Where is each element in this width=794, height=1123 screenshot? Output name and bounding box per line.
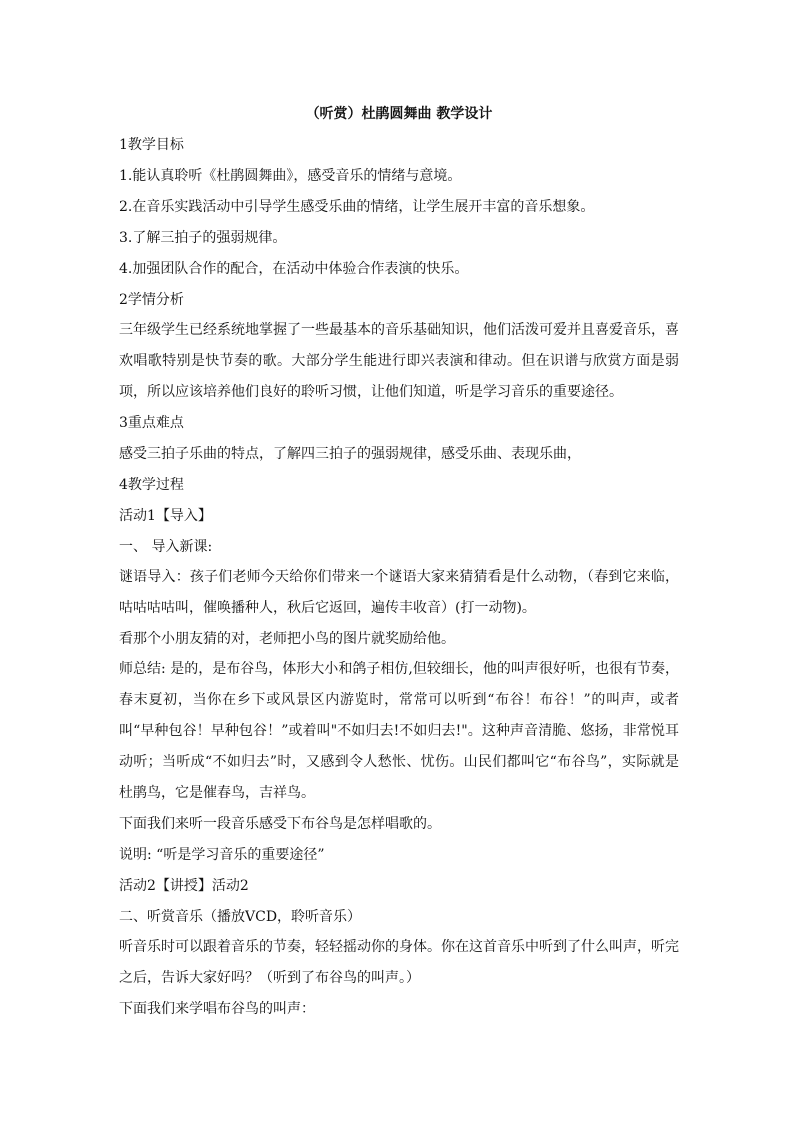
summary-paragraph: 师总结: 是的，是布谷鸟，体形大小和鸽子相仿,但较细长，他的叫声很好听，也很有节奏，春末夏初，当你在乡下或风景区内游览时，常常可以听到“布谷！布谷！”的叫声，或者叫“早种包谷！早种包谷！”或着叫"不如归去!不如归去!"。这种声音清脆、悠扬，非常悦耳动听；当听成“不如归去”时，又感到令人愁怅、忧伤。山民们都叫它“布谷鸟”，实际就是杜鹃鸟，它是催春鸟，吉祥鸟。: [119, 661, 679, 801]
activity-1-heading: 活动1【导入】: [119, 508, 212, 524]
riddle-paragraph: 谜语导入：孩子们老师今天给你们带来一个谜语大家来猜猜看是什么动物，（春到它来临，咕咕咕咕叫，催唤播种人，秋后它返回，遍传丰收音）(打一动物)。: [119, 569, 679, 616]
step-2-heading: 二、听赏音乐（播放VCD，聆听音乐）: [119, 909, 362, 925]
document-body: [119, 104, 679, 1030]
key-points-text: 感受三拍子乐曲的特点，了解四三拍子的强弱规律，感受乐曲、表现乐曲，: [119, 446, 581, 462]
section-heading-key-points: 3重点难点: [119, 415, 184, 431]
listening-paragraph: 听音乐时可以跟着音乐的节奏，轻轻摇动你的身体。你在这首音乐中听到了什么叫声，听完之后，告诉大家好吗？（听到了布谷鸟的叫声。）: [119, 939, 679, 986]
section-heading-analysis: 2学情分析: [119, 292, 184, 308]
goal-item-1: 1.能认真聆听《杜鹃圆舞曲》，感受音乐的情绪与意境。: [119, 168, 462, 184]
goal-item-4: 4.加强团队合作的配合，在活动中体验合作表演的快乐。: [119, 261, 469, 277]
reward-line: 看那个小朋友猜的对，老师把小鸟的图片就奖励给他。: [119, 631, 455, 647]
section-heading-process: 4教学过程: [119, 477, 184, 493]
activity-2-heading: 活动2【讲授】活动2: [119, 878, 249, 894]
step-1-heading: 一、 导入新课:: [119, 539, 213, 555]
goal-item-3: 3.了解三拍子的强弱规律。: [119, 230, 287, 246]
document-title: （听赏）杜鹃圆舞曲 教学设计: [305, 106, 493, 122]
listen-intro-line: 下面我们来听一段音乐感受下布谷鸟是怎样唱歌的。: [119, 816, 441, 832]
note-line: 说明: “听是学习音乐的重要途径”: [119, 847, 325, 863]
analysis-paragraph: 三年级学生已经系统地掌握了一些最基本的音乐基础知识，他们活泼可爱并且喜爱音乐，喜欢唱歌特别是快节奏的歌。大部分学生能进行即兴表演和律动。但在识谱与欣赏方面是弱项，所以应该培养他们良好的聆听习惯，让他们知道，听是学习音乐的重要途径。: [119, 322, 679, 400]
goal-item-2: 2.在音乐实践活动中引导学生感受乐曲的情绪，让学生展开丰富的音乐想象。: [119, 199, 595, 215]
section-heading-goals: 1教学目标: [119, 137, 184, 153]
learn-call-line: 下面我们来学唱布谷鸟的叫声：: [119, 1001, 315, 1017]
